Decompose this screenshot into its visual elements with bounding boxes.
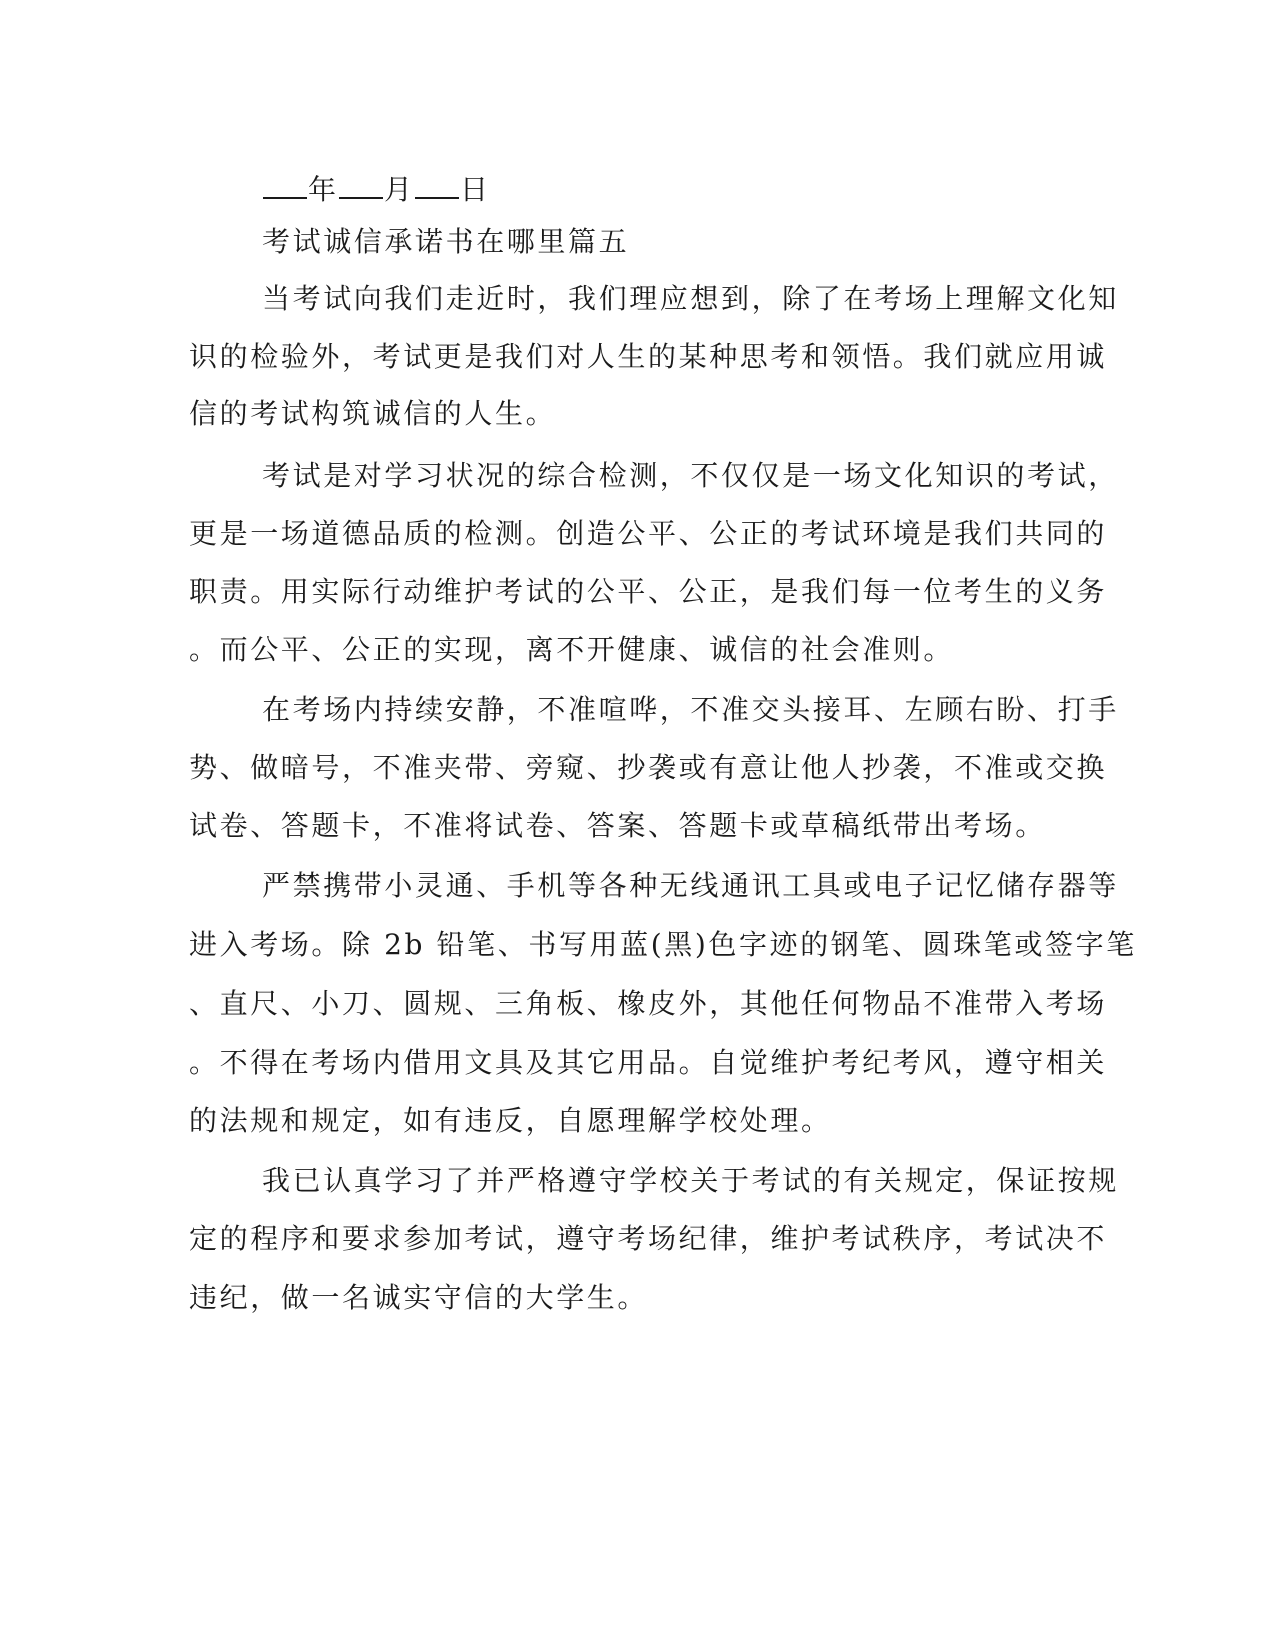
paragraph-2-line-1: 考试是对学习状况的综合检测，不仅仅是一场文化知识的考试， <box>262 459 1119 492</box>
paragraph-2-line-4: 。而公平、公正的实现，离不开健康、诚信的社会准则。 <box>189 633 955 666</box>
paragraph-5-line-1: 我已认真学习了并严格遵守学校关于考试的有关规定，保证按规 <box>262 1164 1119 1197</box>
paragraph-4-line-5: 的法规和规定，如有违反，自愿理解学校处理。 <box>189 1104 832 1137</box>
day-blank <box>415 173 459 199</box>
year-blank <box>263 173 307 199</box>
month-label: 月 <box>384 173 415 206</box>
paragraph-4-line-4: 。不得在考场内借用文具及其它用品。自觉维护考纪考风，遵守相关 <box>189 1046 1108 1079</box>
month-blank <box>339 173 383 199</box>
paragraph-4-line-3: 、直尺、小刀、圆规、三角板、橡皮外，其他任何物品不准带入考场 <box>189 987 1108 1020</box>
paragraph-4-line-2: 进入考场。除 2b 铅笔、书写用蓝(黑)色字迹的钢笔、圆珠笔或签字笔 <box>189 928 1137 961</box>
paragraph-2-line-2: 更是一场道德品质的检测。创造公平、公正的考试环境是我们共同的 <box>189 517 1108 550</box>
paragraph-3-line-1: 在考场内持续安静，不准喧哗，不准交头接耳、左顾右盼、打手 <box>262 693 1119 726</box>
paragraph-5-line-2: 定的程序和要求参加考试，遵守考场纪律，维护考试秩序，考试决不 <box>189 1222 1108 1255</box>
date-line <box>262 170 490 210</box>
day-label: 日 <box>460 173 491 206</box>
paragraph-3-line-3: 试卷、答题卡，不准将试卷、答案、答题卡或草稿纸带出考场。 <box>189 809 1046 842</box>
section-heading: 考试诚信承诺书在哪里篇五 <box>262 225 630 258</box>
paragraph-1-line-1: 当考试向我们走近时，我们理应想到，除了在考场上理解文化知 <box>262 282 1119 315</box>
paragraph-3-line-2: 势、做暗号，不准夹带、旁窥、抄袭或有意让他人抄袭，不准或交换 <box>189 751 1108 784</box>
year-label: 年 <box>308 173 339 206</box>
paragraph-1-line-2: 识的检验外，考试更是我们对人生的某种思考和领悟。我们就应用诚 <box>189 340 1108 373</box>
paragraph-1-line-3: 信的考试构筑诚信的人生。 <box>189 397 557 430</box>
paragraph-5-line-3: 违纪，做一名诚实守信的大学生。 <box>189 1281 649 1314</box>
paragraph-2-line-3: 职责。用实际行动维护考试的公平、公正，是我们每一位考生的义务 <box>189 575 1108 608</box>
paragraph-4-line-1: 严禁携带小灵通、手机等各种无线通讯工具或电子记忆储存器等 <box>262 869 1119 902</box>
